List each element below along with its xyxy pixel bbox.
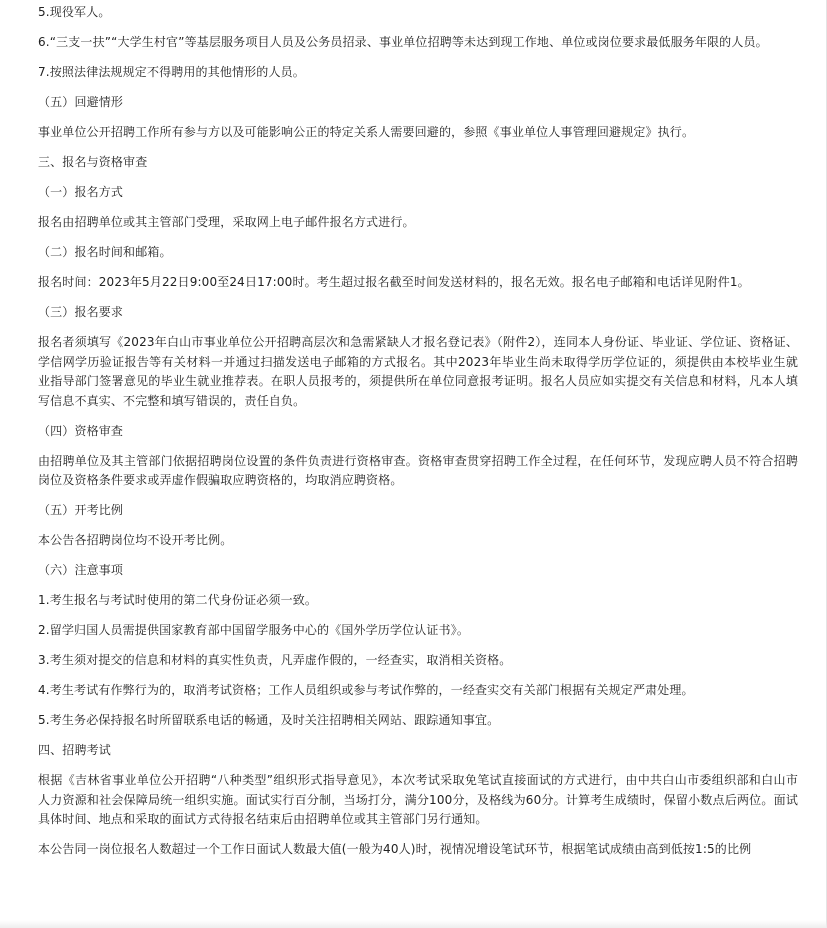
- note-item-3: 3.考生须对提交的信息和材料的真实性负责，凡弄虚作假的，一经查实，取消相关资格。: [38, 653, 512, 667]
- section-heading-avoidance: （五）回避情形: [38, 95, 124, 109]
- subheading-notes: （六）注意事项: [38, 563, 124, 577]
- paragraph-24: 根据《吉林省事业单位公开招聘“八种类型”组织形式指导意见》，本次考试采取免笔试直接面试的方式进行，由中共白山市委组织部和白山市人力资源和社会保障局统一组织实施。面试实行百分制，当场打分，满分100分，及格线为60分。计算考生成绩时，保留小数点后两位。面试具体时间、地点和采取的面试方式待报名结束后由招聘单位或其主管部门另行通知。: [38, 773, 798, 826]
- paragraph-12: 报名者须填写《2023年白山市事业单位公开招聘高层次和急需紧缺人才报名登记表》（附件2），连同本人身份证、毕业证、学位证、资格证、学信网学历验证报告等有关材料一并通过扫描发送电子邮箱的方式报名。其中2023年毕业生尚未取得学历学位证的，须提供由本校毕业生就业指导部门签署意见的毕业生就业推荐表。在职人员报考的，须提供所在单位同意报考证明。报名人员应如实提交有关信息和材料，凡本人填写信息不真实、不完整和填写错误的，责任自负。: [38, 335, 798, 408]
- paragraph-25: 本公告同一岗位报名人数超过一个工作日面试人数最大值(一般为40人)时，视情况增设笔试环节，根据笔试成绩由高到低按1:5的比例: [38, 842, 752, 856]
- note-item-2: 2.留学归国人员需提供国家教育部中国留学服务中心的《国外学历学位认证书》。: [38, 623, 470, 637]
- bottom-edge-shadow: [0, 920, 827, 928]
- note-item-1: 1.考生报名与考试时使用的第二代身份证必须一致。: [38, 593, 318, 607]
- paragraph-3: 7.按照法律法规规定不得聘用的其他情形的人员。: [38, 65, 305, 79]
- section-heading-exam: 四、招聘考试: [38, 743, 111, 757]
- section-heading-registration: 三、报名与资格审查: [38, 155, 148, 169]
- subheading-exam-ratio: （五）开考比例: [38, 503, 124, 517]
- subheading-qualification-review: （四）资格审查: [38, 423, 124, 438]
- paragraph-14: 由招聘单位及其主管部门依据招聘岗位设置的条件负责进行资格审查。资格审查贯穿招聘工作全过程，在任何环节，发现应聘人员不符合招聘岗位及资格条件要求或弄虚作假骗取应聘资格的，均取消应聘资格。: [38, 453, 798, 487]
- paragraph-10: 报名时间：2023年5月22日9:00至24日17:00时。考生超过报名截至时间发送材料的，报名无效。报名电子邮箱和电话详见附件1。: [38, 275, 750, 289]
- note-item-4: 4.考生考试有作弊行为的，取消考试资格；工作人员组织或参与考试作弊的，一经查实交有关部门根据有关规定严肃处理。: [38, 683, 694, 697]
- subheading-registration-requirements: （三）报名要求: [38, 305, 124, 319]
- subheading-registration-time: （二）报名时间和邮箱。: [38, 245, 172, 259]
- subheading-registration-method: （一）报名方式: [38, 185, 124, 199]
- paragraph-5: 事业单位公开招聘工作所有参与方以及可能影响公正的特定关系人需要回避的，参照《事业单位人事管理回避规定》执行。: [38, 125, 695, 139]
- paragraph-16: 本公告各招聘岗位均不设开考比例。: [38, 533, 233, 547]
- paragraph-1: 5.现役军人。: [38, 5, 111, 19]
- paragraph-2: 6.“三支一扶”“大学生村官”等基层服务项目人员及公务员招录、事业单位招聘等未达到现工作地、单位或岗位要求最低服务年限的人员。: [38, 35, 768, 49]
- paragraph-8: 报名由招聘单位或其主管部门受理，采取网上电子邮件报名方式进行。: [38, 215, 415, 229]
- note-item-5: 5.考生务必保持报名时所留联系电话的畅通，及时关注招聘相关网站、跟踪通知事宜。: [38, 713, 500, 727]
